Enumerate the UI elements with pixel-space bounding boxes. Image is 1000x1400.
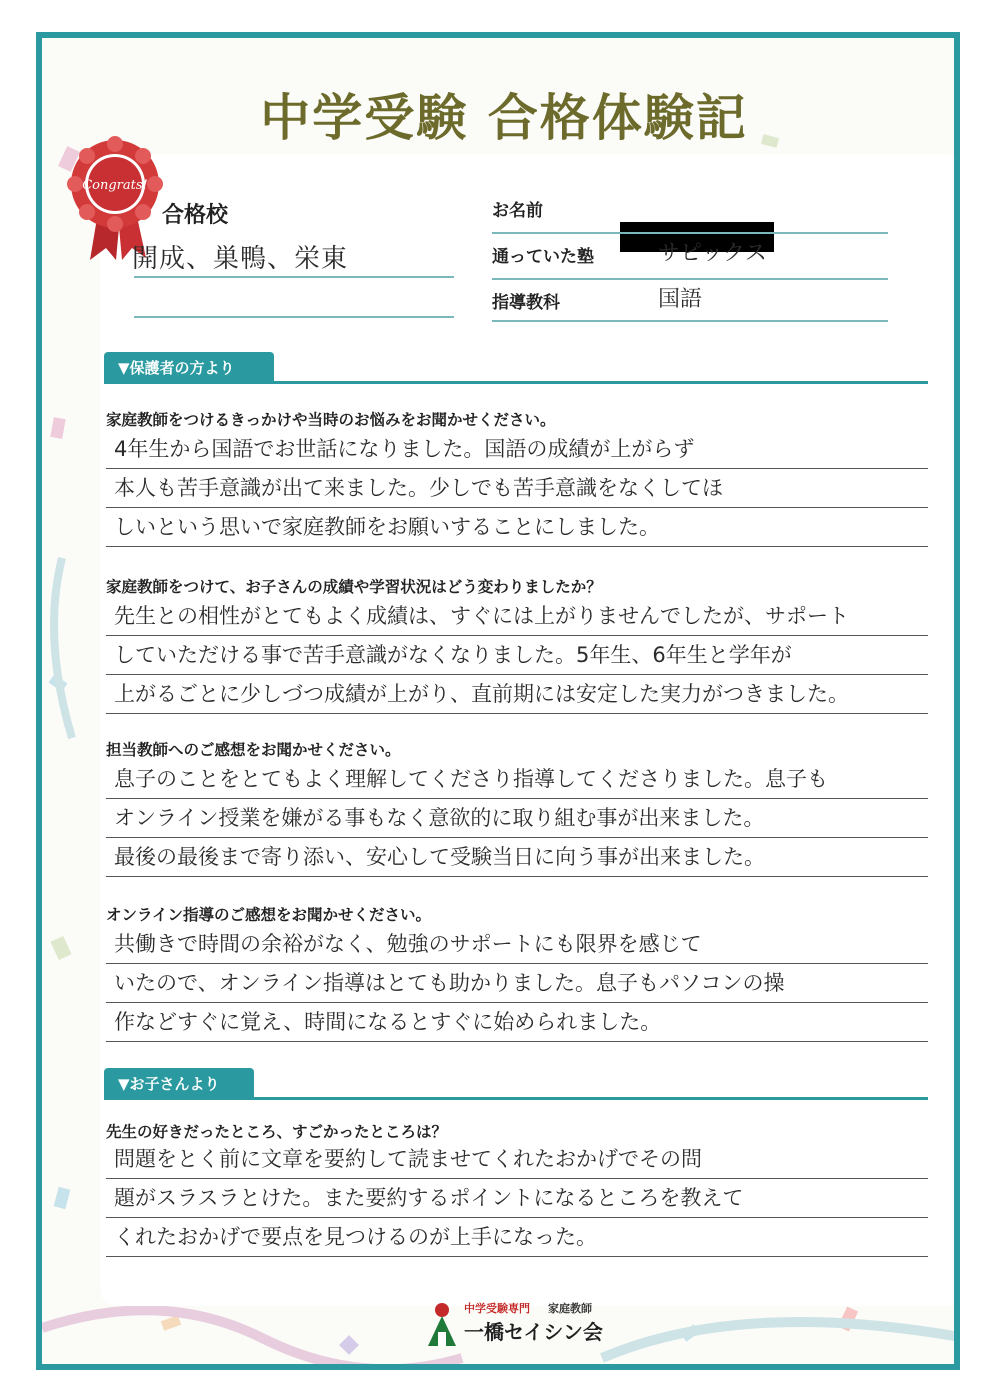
answer-1-line-1: 4年生から国語でお世話になりました。国語の成績が上がらず	[106, 430, 928, 469]
cram-label: 通っていた塾	[492, 247, 594, 267]
logo-mark-icon	[424, 1302, 460, 1350]
answer-3-line-2: オンライン授業を嫌がる事もなく意欲的に取り組む事が出来ました。	[106, 799, 928, 838]
answer-1-line-3: しいという思いで家庭教師をお願いすることにしました。	[106, 508, 928, 547]
cram-value: サピックス	[658, 241, 767, 266]
answer-3	[106, 760, 928, 877]
answer-4-line-1: 共働きで時間の余裕がなく、勉強のサポートにも限界を感じて	[106, 925, 928, 964]
answer-1-line-2: 本人も苦手意識が出て来ました。少しでも苦手意識をなくしてほ	[106, 469, 928, 508]
parent-section-line	[104, 381, 928, 384]
name-label: お名前	[492, 201, 543, 221]
question-2: 家庭教師をつけて、お子さんの成績や学習状況はどう変わりましたか？	[106, 578, 602, 596]
logo-name: 一橋セイシン会	[464, 1320, 603, 1344]
subject-row	[492, 280, 888, 324]
subject-rule	[492, 320, 888, 322]
answer-2-line-3: 上がるごとに少しづつ成績が上がり、直前期には安定した実力がつきました。	[106, 675, 928, 714]
school-value: 開成、巣鴨、栄東	[132, 244, 349, 274]
answer-1	[106, 430, 928, 547]
page-title: 中学受験 合格体験記	[260, 89, 748, 147]
rosette-text: Congrats!	[82, 178, 148, 193]
parent-section-tab: ▼保護者の方より	[104, 352, 274, 382]
answer-2-line-1: 先生との相性がとてもよく成績は、すぐには上がりませんでしたが、サポート	[106, 597, 928, 636]
child-section-line	[104, 1097, 928, 1100]
company-logo	[424, 1300, 664, 1352]
cram-row	[492, 234, 888, 278]
school-rule-2	[134, 316, 454, 318]
logo-tagline-1: 中学受験専門	[464, 1302, 530, 1315]
answer-5	[106, 1140, 928, 1257]
question-5: 先生の好きだったところ、すごかったところは？	[106, 1123, 448, 1141]
subject-value: 国語	[658, 287, 703, 312]
school-label: 合格校	[162, 203, 229, 228]
answer-4	[106, 925, 928, 1042]
answer-5-line-2: 題がスラスラとけた。また要約するポイントになるところを教えて	[106, 1179, 928, 1218]
answer-3-line-3: 最後の最後まで寄り添い、安心して受験当日に向う事が出来ました。	[106, 838, 928, 877]
answer-5-line-1: 問題をとく前に文章を要約して読ませてくれたおかげでその問	[106, 1140, 928, 1179]
logo-tagline-2: 家庭教師	[548, 1302, 592, 1315]
question-4: オンライン指導のご感想をお聞かせください。	[106, 906, 432, 924]
answer-2-line-2: していただける事で苦手意識がなくなりました。5年生、6年生と学年が	[106, 636, 928, 675]
answer-5-line-3: くれたおかげで要点を見つけるのが上手になった。	[106, 1218, 928, 1257]
answer-2	[106, 597, 928, 714]
subject-label: 指導教科	[492, 293, 560, 313]
answer-4-line-3: 作などすぐに覚え、時間になるとすぐに始められました。	[106, 1003, 928, 1042]
page-frame	[36, 32, 960, 1370]
question-3: 担当教師へのご感想をお聞かせください。	[106, 741, 401, 759]
answer-4-line-2: いたので、オンライン指導はとても助かりました。息子もパソコンの操	[106, 964, 928, 1003]
question-1: 家庭教師をつけるきっかけや当時のお悩みをお聞かせください。	[106, 411, 556, 429]
school-rule-1	[134, 276, 454, 278]
answer-3-line-1: 息子のことをとてもよく理解してくださり指導してくださりました。息子も	[106, 760, 928, 799]
child-section-tab: ▼お子さんより	[104, 1068, 254, 1098]
